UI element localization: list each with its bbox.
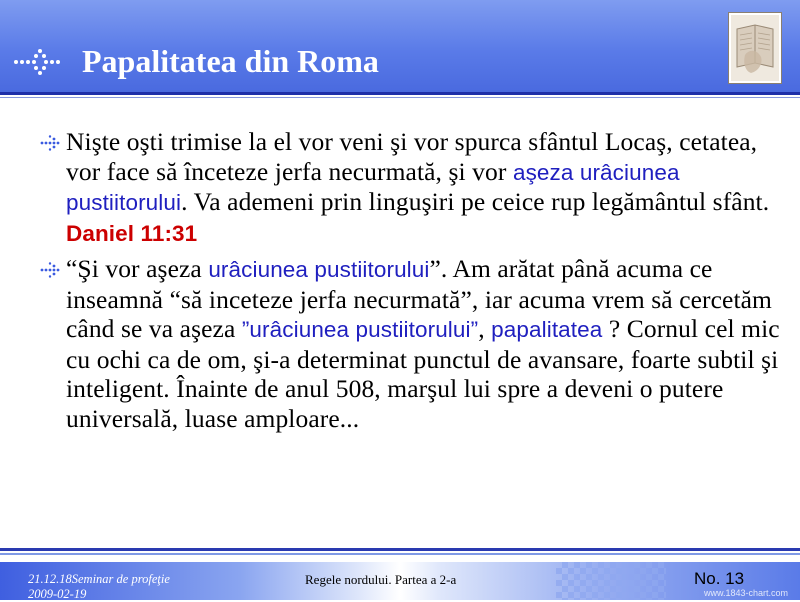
dotted-arrow-bullet-icon: [40, 135, 60, 151]
highlight-phrase: papalitatea: [491, 317, 603, 342]
dotted-arrow-bullet-icon: [40, 262, 60, 278]
highlight-phrase: urâciunea pustiitorului: [208, 257, 430, 282]
footer-checker-pattern: [556, 562, 666, 600]
open-bible-icon: [729, 13, 781, 83]
bullet-2-text: “Şi vor aşeza urâciunea pustiitorului”. Am arătat până acuma ce inseamnă “să inceteze jerfa necurmată”, iar acuma vrem să cercetăm când se va aşeza ”urâciunea pustiitorului”, papalitatea ? Cornul cel mic cu ochi ca de om, şi-a determinat punctul de avansare, foarte subtil şi inteligent. Înainte de anul 508, marşul lui spre a deveni o putere universală, luase amploare...: [66, 254, 780, 433]
highlight-phrase: ”urâciunea pustiitorului”: [241, 317, 479, 342]
header-divider-thin: [0, 97, 800, 98]
header-divider: [0, 92, 800, 95]
scripture-reference: Daniel 11:31: [66, 220, 198, 246]
footer-divider-thin: [0, 553, 800, 555]
footer-date: 2009-02-19: [28, 587, 87, 601]
footer-date-topic-line: 21.12.18Seminar de profeţie: [28, 572, 170, 586]
bullet-point-2: [40, 254, 780, 433]
bullet-1-text: Nişte oşti trimise la el vor veni şi vor spurca sfântul Locaş, cetatea, vor face să înceteze jerfa necurmată, şi vor aşeza urâciunea pustiitorului. Va ademeni prin linguşiri pe ceice rup legământul sfânt. Daniel 11:31: [66, 127, 770, 246]
bullet-point-1: [40, 127, 780, 248]
slide-title: Papalitatea din Roma: [82, 43, 379, 79]
footer-watermark: www.1843-chart.com: [704, 588, 789, 598]
footer-subtitle: Regele nordului. Partea a 2-a: [305, 572, 457, 587]
slide-body: [40, 127, 780, 433]
four-diamond-dots-icon: [12, 47, 66, 77]
highlight-phrase: aşeza urâciunea pustiitorului: [66, 159, 680, 215]
footer-divider: [0, 548, 800, 551]
slide-number: No. 13: [694, 569, 745, 588]
footer-date-topic: [28, 572, 258, 602]
